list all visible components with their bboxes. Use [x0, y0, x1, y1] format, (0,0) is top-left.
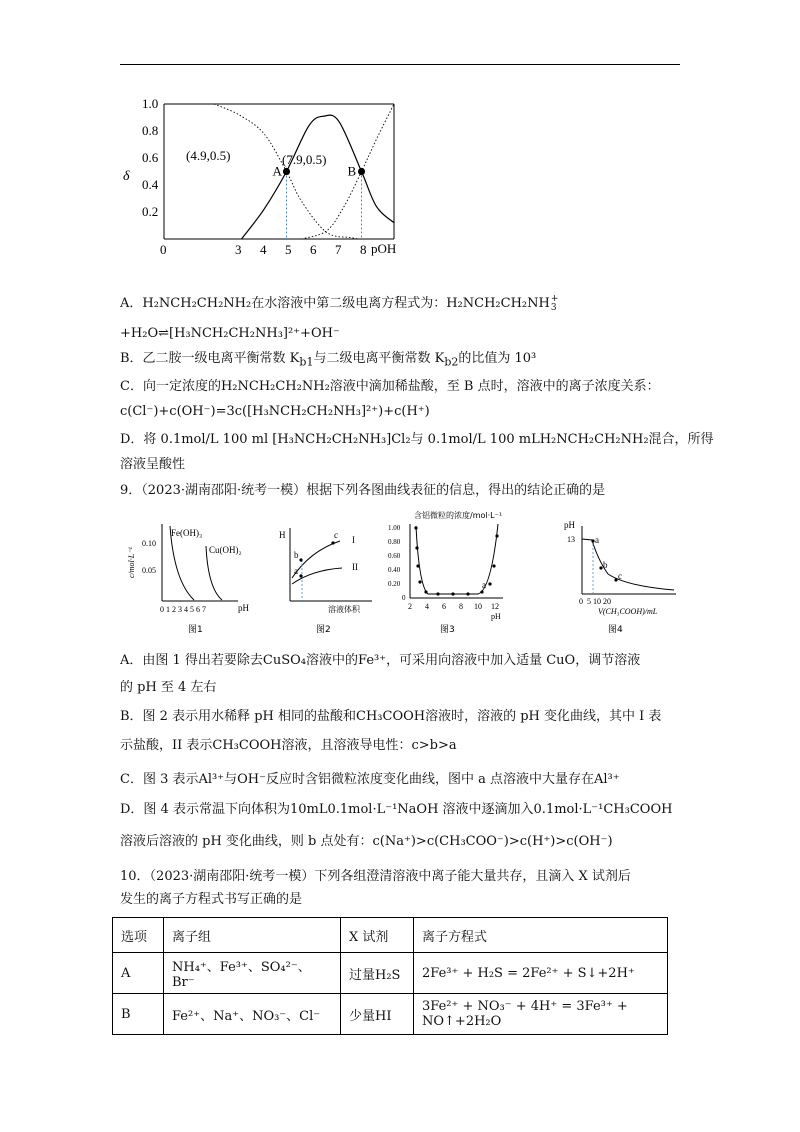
q9-option-b-line2: 示盐酸，II 表示CH₃COOH溶液，且溶液导电性：c>b>a: [120, 738, 457, 753]
y-axis-label: δ: [123, 169, 130, 184]
fig3-data-point: [414, 526, 417, 529]
x-tick-label: 3: [235, 242, 242, 257]
point-a: [283, 168, 290, 175]
fig4-titration-chart: [556, 516, 686, 636]
fig3-y-tick: 0: [402, 594, 406, 602]
fig4-caption: 图4: [608, 625, 623, 635]
fig1-x-ticks: 0 1 2 3 4 5 6 7: [160, 605, 206, 614]
table-cell-option: A: [113, 953, 164, 994]
q9-option-c: C．图 3 表示Al³⁺与OH⁻反应时含铝微粒浓度变化曲线，图中 a 点溶液中大量存在Al³⁺: [120, 772, 620, 787]
fig3-label-a: a: [482, 580, 486, 590]
fig4-y-label: pH: [564, 520, 575, 530]
point-b: [358, 168, 365, 175]
fig3-data-point: [480, 590, 483, 593]
fig3-data-point: [466, 592, 469, 595]
fig2-point-c: [331, 541, 334, 544]
y-tick-label: 0.8: [142, 123, 159, 138]
q10-answer-table: [112, 917, 668, 1035]
table-cell-equation: 2Fe³⁺ + H₂S = 2Fe²⁺ + S↓+2H⁺: [414, 953, 668, 994]
fig4-label-a: a: [595, 535, 599, 545]
q8-option-c-line1: C．向一定浓度的H₂NCH₂CH₂NH₂溶液中滴加稀盐酸，至 B 点时，溶液中的离子浓度关系：: [120, 379, 660, 394]
q9-option-d-line1: D．图 4 表示常温下向体积为10mL0.1mol·L⁻¹NaOH 溶液中逐滴加入0.1mol·L⁻¹CH₃COOH: [120, 802, 673, 817]
fig3-y-tick: 0.20: [388, 580, 401, 588]
q9-option-d-line2: 溶液后溶液的 pH 变化曲线，则 b 点处有：c(Na⁺)>c(CH₃COO⁻)>c(H⁺)>c(OH⁻): [120, 834, 613, 849]
fig4-x-label: V(CH₃COOH)/mL: [598, 607, 658, 616]
table-cell-ions: Fe²⁺、Na⁺、NO₃⁻、Cl⁻: [164, 994, 341, 1035]
fig1-y-label: c/mol·L⁻¹: [127, 547, 136, 578]
point-a-coord: (4.9,0.5): [186, 148, 231, 163]
fig3-x-tick: 6: [442, 602, 446, 611]
fig3-data-point: [488, 582, 491, 585]
fig3-y-tick: 0.80: [388, 538, 401, 546]
fig3-data-point: [436, 592, 439, 595]
fig3-data-point: [495, 534, 498, 537]
fig3-left-curve: [416, 526, 478, 594]
fig3-x-tick: 4: [425, 602, 429, 611]
fig3-data-point: [416, 564, 419, 567]
fig3-caption: 图3: [440, 625, 455, 635]
fig3-data-point: [418, 580, 421, 583]
q9-option-a-line2: 的 pH 至 4 左右: [120, 680, 217, 695]
fig3-y-tick: 0.40: [388, 566, 401, 574]
y-tick-label: 1.0: [142, 96, 159, 111]
fig3-data-point: [451, 592, 454, 595]
y-tick-label: 0.4: [142, 177, 159, 192]
x-tick-label: 5: [285, 242, 292, 257]
q9-stem: 9．（2023·湖南邵阳·统考一模）根据下列各图曲线表征的信息，得出的结论正确的是: [120, 483, 606, 498]
fig1-hydroxide-chart: [118, 516, 258, 636]
table-cell-reagent: 过量H₂S: [341, 953, 414, 994]
table-header-cell: 选项: [113, 918, 164, 953]
fig3-data-point: [424, 590, 427, 593]
fig3-x-tick: 12: [491, 602, 499, 611]
fig2-dilution-chart: [270, 516, 380, 636]
fig3-data-point: [415, 546, 418, 549]
fig3-y-label: 含铝微粒的浓度/mol·L⁻¹: [414, 511, 503, 520]
point-b-coord: (7.9,0.5): [282, 152, 327, 167]
q8-option-b: B．乙二胺一级电离平衡常数 $K_{b1}$与二级电离平衡常数 $K_{b2}$的比值为 10³: [120, 351, 537, 369]
q8-option-c-line2: c(Cl⁻)+c(OH⁻)=3c([H₃NCH₂CH₂NH₃]²⁺)+c(H⁺): [120, 404, 430, 419]
fig4-label-c: c: [618, 571, 622, 581]
fig2-label-i: I: [352, 535, 355, 545]
fig2-point-b: [299, 558, 302, 561]
table-cell-reagent: 少量HI: [341, 994, 414, 1035]
q8-option-d-line2: 溶液呈酸性: [120, 457, 186, 472]
fig1-y-tick-005: 0.05: [142, 566, 156, 575]
q9-option-a-line1: A．由图 1 得出若要除去CuSO₄溶液中的Fe³⁺，可采用向溶液中加入适量 CuO，调节溶液: [120, 653, 641, 668]
fig2-x-label: 溶液体积: [328, 605, 360, 614]
header-rule: [120, 64, 680, 65]
delta-poh-chart: [110, 92, 410, 262]
q9-option-b-line1: B．图 2 表示用水稀释 pH 相同的盐酸和CH₃COOH溶液时，溶液的 pH 变化曲线，其中 I 表: [120, 709, 662, 724]
x-tick-label: 6: [310, 242, 317, 257]
fig2-caption: 图2: [316, 625, 331, 635]
x-tick-label: 8: [360, 242, 367, 257]
table-cell-option: B: [113, 994, 164, 1035]
y-tick-label: 0.6: [142, 150, 159, 165]
table-header-cell: X 试剂: [341, 918, 414, 953]
fig1-curve2-label: Cu(OH)₂: [209, 545, 242, 555]
table-header-cell: 离子组: [164, 918, 341, 953]
fig3-x-tick: 2: [408, 602, 412, 611]
fig3-y-tick: 0.60: [388, 552, 401, 560]
fig2-y-label: H: [279, 530, 286, 540]
table-row: [113, 953, 668, 994]
fig3-aluminium-chart: [378, 506, 528, 636]
fig3-x-label: pH: [491, 612, 501, 621]
q8-option-a-line1: A．H₂NCH₂CH₂NH₂在水溶液中第二级电离方程式为：H₂NCH₂CH₂NH + 3: [120, 293, 559, 313]
fig1-caption: 图1: [188, 625, 203, 635]
fig2-label-ii: II: [352, 562, 358, 572]
table-header-cell: 离子方程式: [414, 918, 668, 953]
y-tick-label: 0.2: [142, 204, 159, 219]
x-axis-label: pOH: [371, 241, 397, 256]
fig3-x-tick: 8: [459, 602, 463, 611]
x-tick-label: 4: [260, 242, 267, 257]
point-label-b: B: [347, 163, 357, 179]
fig4-label-b: b: [603, 560, 608, 570]
table-cell-ions: NH₄⁺、Fe³⁺、SO₄²⁻、Br⁻: [164, 953, 341, 994]
fig3-right-curve: [478, 524, 498, 594]
fig2-label-b: b: [294, 550, 299, 560]
fig1-x-label: pH: [238, 603, 249, 613]
series-curve-2: [242, 115, 395, 239]
x-tick-label: 0: [160, 242, 167, 257]
fig2-point-a: [299, 574, 302, 577]
table-header-row: [113, 918, 668, 953]
fig4-y-tick: 13: [567, 535, 575, 544]
fig3-y-tick: 1.00: [388, 524, 401, 532]
point-label-a: A: [272, 163, 282, 179]
fig2-label-a: a: [294, 566, 298, 576]
table-row: [113, 994, 668, 1035]
fig1-curve1-label: Fe(OH)₃: [171, 528, 203, 538]
fig4-ph-curve: [582, 539, 674, 590]
fig2-label-c: c: [334, 530, 338, 540]
table-cell-equation: 3Fe²⁺ + NO₃⁻ + 4H⁺ = 3Fe³⁺ + NO↑+2H₂O: [414, 994, 668, 1035]
q8-option-d-line1: D．将 0.1mol/L 100 ml [H₃NCH₂CH₂NH₃]Cl₂与 0.1mol/L 100 mLH₂NCH₂CH₂NH₂混合，所得: [120, 432, 714, 447]
fig1-y-tick-010: 0.10: [142, 539, 156, 548]
fig3-data-point: [492, 564, 495, 567]
q10-stem-line2: 发生的离子方程式书写正确的是: [120, 892, 303, 907]
q10-stem-line1: 10．（2023·湖南邵阳·统考一模）下列各组澄清溶液中离子能大量共存，且滴入 X 试剂后: [120, 869, 631, 884]
fig4-x-ticks: 0 5 10 20: [579, 597, 611, 606]
q8-option-a-line2: +H₂O⇌[H₃NCH₂CH₂NH₃]²⁺+OH⁻: [120, 326, 340, 341]
x-tick-label: 7: [335, 242, 342, 257]
fig3-x-tick: 10: [474, 602, 482, 611]
